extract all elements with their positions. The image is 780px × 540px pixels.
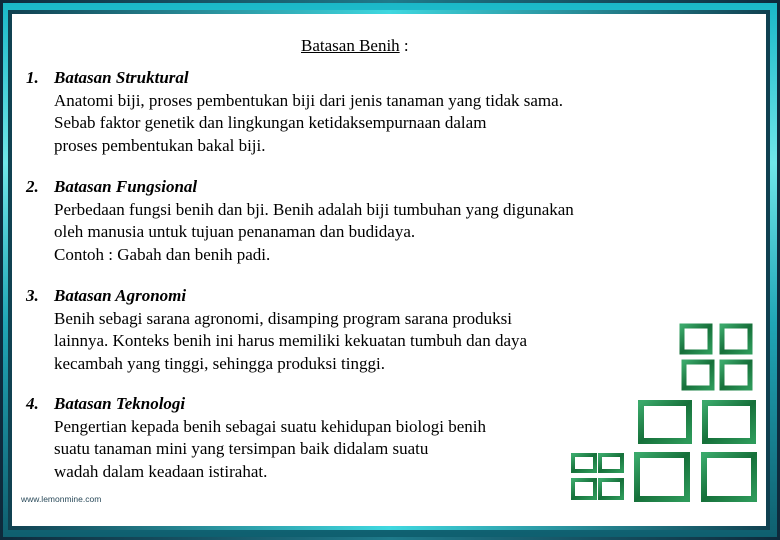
section-functional [26, 176, 574, 266]
section-line: suatu tanaman mini yang tersimpan baik didalam suatu [54, 439, 429, 458]
section-line: Perbedaan fungsi benih dan bji. Benih adalah biji tumbuhan yang digunakan [54, 199, 574, 219]
page-title-main: Batasan Benih [301, 36, 400, 55]
section-number: 4. [26, 394, 39, 413]
section-number: 3. [26, 286, 39, 305]
section-line: Pengertian kepada benih sebagai suatu kehidupan biologi benih [54, 416, 486, 436]
section-line: Sebab faktor genetik dan lingkungan ketidaksempurnaan dalam [54, 113, 487, 132]
section-line: Contoh : Gabah dan benih padi. [54, 244, 271, 264]
section-line: oleh manusia untuk tujuan penanaman dan budidaya. [54, 222, 416, 241]
section-title: Batasan Struktural [54, 68, 189, 87]
section-line: Benih sebagi sarana agronomi, disamping program sarana produksi [54, 308, 512, 328]
watermark: www.lemonmine.com [21, 494, 102, 504]
section-title: Batasan Fungsional [54, 177, 198, 196]
section-line: kecambah yang tinggi, sehingga produksi tinggi. [54, 353, 385, 373]
section-line: Anatomi biji, proses pembentukan biji dari jenis tanaman yang tidak sama. [54, 90, 563, 110]
section-structural [26, 67, 563, 157]
section-heading [26, 176, 574, 199]
section-agronomy [26, 285, 527, 375]
section-line: proses pembentukan bakal biji. [54, 135, 266, 155]
section-title: Batasan Agronomi [54, 286, 187, 305]
section-heading [26, 285, 527, 308]
section-line: wadah dalam keadaan istirahat. [54, 461, 268, 481]
section-number: 1. [26, 68, 39, 87]
page-title [301, 36, 409, 56]
section-technology [26, 393, 486, 483]
section-number: 2. [26, 177, 39, 196]
section-line: lainnya. Konteks benih ini harus memiliki kekuatan tumbuh dan daya [54, 331, 528, 350]
section-heading [26, 67, 563, 90]
section-heading [26, 393, 486, 416]
page-title-suffix: : [399, 36, 409, 55]
section-title: Batasan Teknologi [54, 394, 186, 413]
